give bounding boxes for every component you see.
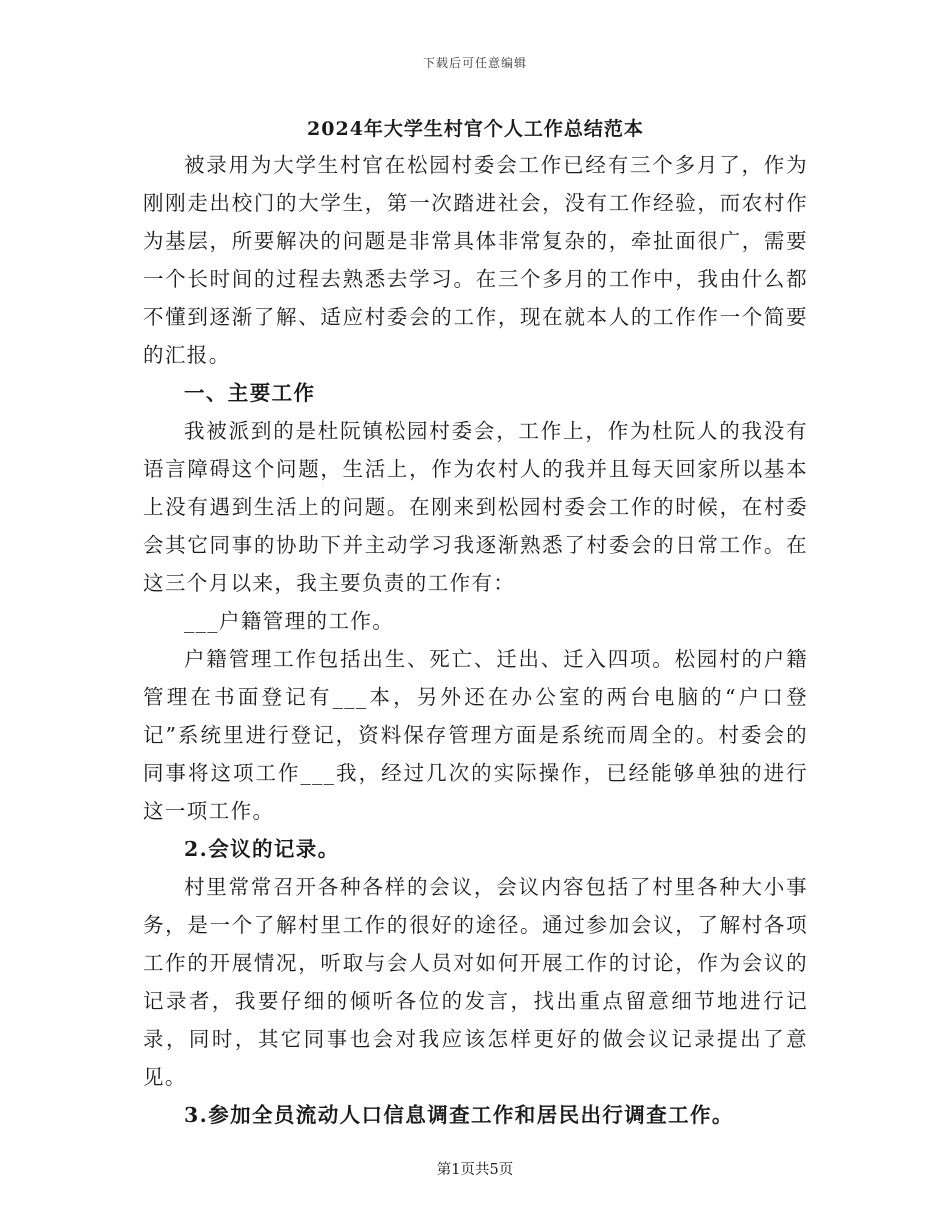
paragraph-item-household: ___户籍管理的工作。: [184, 609, 395, 633]
paragraph-household-details: 户籍管理工作包括出生、死亡、迁出、迁入四项。松园村的户籍管理在书面登记有___本，另外还在办公室的两台电脑的“户口登记”系统里进行登记，资料保存管理方面是系统而周全的。村委会的同事将这项工作___我，经过几次的实际操作，已经能够单独的进行这一项工作。: [143, 647, 808, 823]
paragraph-meetings: 村里常常召开各种各样的会议，会议内容包括了村里各种大小事务，是一个了解村里工作的很好的途径。通过参加会议，了解村各项工作的开展情况，听取与会人员对如何开展工作的讨论，作为会议的记录者，我要仔细的倾听各位的发言，找出重点留意细节地进行记录，同时，其它同事也会对我应该怎样更好的做会议记录提出了意见。: [143, 875, 808, 1089]
document-body: [143, 112, 808, 1134]
header-note: 下载后可任意编辑: [422, 56, 527, 70]
section-heading-survey: 3.参加全员流动人口信息调查工作和居民出行调查工作。: [184, 1103, 734, 1127]
document-title: 2024年大学生村官个人工作总结范本: [307, 118, 644, 140]
section-heading-meetings: 2.会议的记录。: [184, 837, 340, 861]
paragraph-intro: 被录用为大学生村官在松园村委会工作已经有三个多月了，作为刚刚走出校门的大学生，第一次踏进社会，没有工作经验，而农村作为基层，所要解决的问题是非常具体非常复杂的，牵扯面很广，需要一个长时间的过程去熟悉去学习。在三个多月的工作中，我由什么都不懂到逐渐了解、适应村委会的工作，现在就本人的工作作一个简要的汇报。: [143, 153, 808, 367]
section-heading-main-work: 一、主要工作: [184, 381, 316, 405]
paragraph-assignment: 我被派到的是杜阮镇松园村委会，工作上，作为杜阮人的我没有语言障碍这个问题，生活上，作为农村人的我并且每天回家所以基本上没有遇到生活上的问题。在刚来到松园村委会工作的时候，在村委会其它同事的协助下并主动学习我逐渐熟悉了村委会的日常工作。在这三个月以来，我主要负责的工作有：: [143, 419, 808, 595]
page-number: 第1页共5页: [436, 1162, 514, 1178]
